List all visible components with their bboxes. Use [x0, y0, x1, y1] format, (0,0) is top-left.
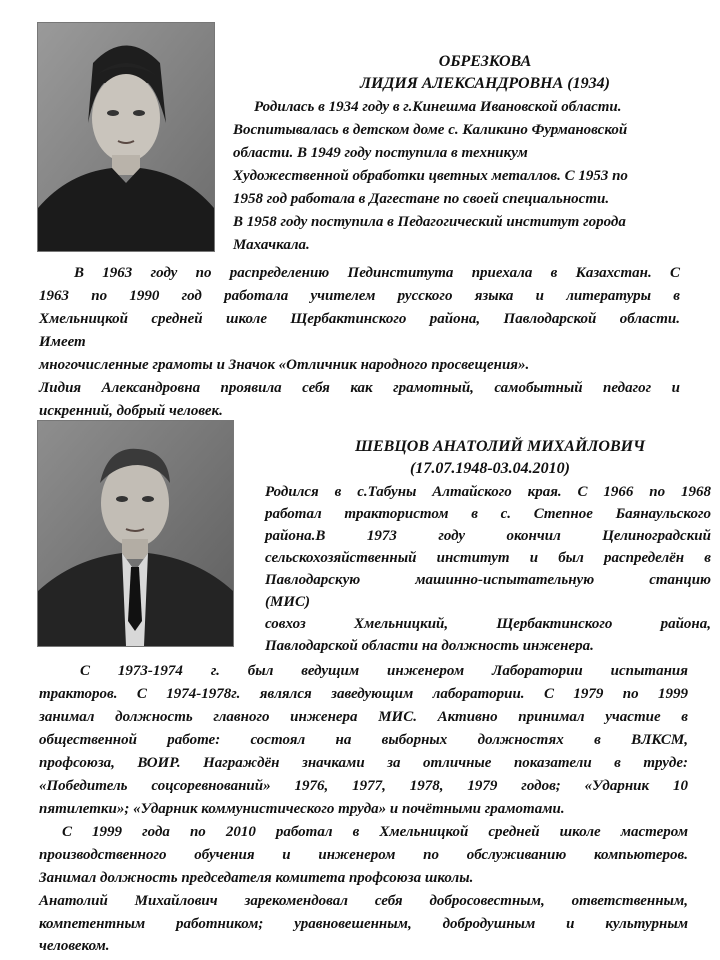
portrait-photo-obrezkova	[37, 22, 215, 252]
person2-body-line: человеком.	[39, 938, 110, 954]
person1-side-line: Махачкала.	[233, 237, 310, 253]
person1-body-line: Лидия Александровна проявила себя как грамотный, самобытный педагог и	[39, 380, 680, 396]
person1-side-line: Родилась в 1934 году в г.Кинешма Ивановской области.	[254, 99, 622, 115]
person2-body-line: Занимал должность председателя комитета профсоюза школы.	[39, 870, 474, 886]
person2-body-line: тракторов. С 1974-1978г. являлся заведующим лаборатории. С 1979 по 1999	[39, 686, 688, 702]
person2-side-line: Павлодарскую машинно-испытательную станцию	[265, 572, 711, 588]
person2-body-line: Анатолий Михайлович зарекомендовал себя добросовестным, ответственным,	[39, 893, 688, 909]
person1-side-line: области. В 1949 году поступила в техникум	[233, 145, 528, 161]
person1-side-line: Художественной обработки цветных металлов. С 1953 по	[233, 168, 628, 184]
person1-name-years: ЛИДИЯ АЛЕКСАНДРОВНА (1934)	[360, 75, 610, 92]
person2-body-line: производственного обучения и инженером по обслуживанию компьютеров.	[39, 847, 688, 863]
person1-body-line: многочисленные грамоты и Значок «Отличник народного просвещения».	[39, 357, 530, 373]
person2-body-line: пятилетки»; «Ударник коммунистического труда» и почётными грамотами.	[39, 801, 565, 817]
person1-surname: ОБРЕЗКОВА	[438, 53, 532, 70]
person1-body-line: Хмельницкой средней школе Щербактинского района, Павлодарской области.	[39, 311, 680, 327]
person2-body-line: общественной работе: состоял на выборных должностях в ВЛКСМ,	[39, 732, 688, 748]
person1-side-line: 1958 год работала в Дагестане по своей специальности.	[233, 191, 610, 207]
person2-body-line: компетентным работником; уравновешенным, добродушным и культурным	[39, 916, 688, 932]
person2-side-line: совхоз Хмельницкий, Щербактинского района,	[265, 616, 711, 632]
portrait-man-image	[38, 421, 233, 646]
person2-body-line: С 1999 года по 2010 работал в Хмельницкой средней школе мастером	[62, 824, 688, 840]
person2-dates: (17.07.1948-03.04.2010)	[410, 460, 570, 477]
person1-body-line: Имеет	[39, 334, 86, 350]
person2-body-line: занимал должность главного инженера МИС. Активно принимал участие в	[39, 709, 688, 725]
portrait-photo-shevtsov	[37, 420, 234, 647]
person1-body-line: 1963 по 1990 год работала учителем русского языка и литературы в	[39, 288, 680, 304]
person2-side-line: работал трактористом в с. Степное Баянаульского	[265, 506, 711, 522]
person1-body-line: В 1963 году по распределению Пединститута приехала в Казахстан. С	[74, 265, 680, 281]
person2-side-line: района.В 1973 году окончил Целиноградский	[265, 528, 711, 544]
person2-body-line: профсоюза, ВОИР. Награждён значками за отличные показатели в труде:	[39, 755, 688, 771]
person1-side-line: В 1958 году поступила в Педагогический институт города	[233, 214, 626, 230]
person2-side-line: Павлодарской области на должность инженера.	[265, 638, 594, 654]
person2-body-line: «Победитель соцсоревнований» 1976, 1977, 1978, 1979 годов; «Ударник 10	[39, 778, 688, 794]
person2-body-line: С 1973-1974 г. был ведущим инженером Лаборатории испытания	[80, 663, 688, 679]
person2-side-line: сельскохозяйственный институт и был распределён в	[265, 550, 711, 566]
person2-name: ШЕВЦОВ АНАТОЛИЙ МИХАЙЛОВИЧ	[354, 438, 646, 455]
person1-body-line: искренний, добрый человек.	[39, 403, 223, 419]
person1-side-line: Воспитывалась в детском доме с. Каликино Фурмановской	[233, 122, 628, 138]
person2-side-line: (МИС)	[265, 594, 310, 610]
portrait-woman-image	[38, 23, 214, 251]
person2-side-line: Родился в с.Табуны Алтайского края. С 1966 по 1968	[265, 484, 711, 500]
